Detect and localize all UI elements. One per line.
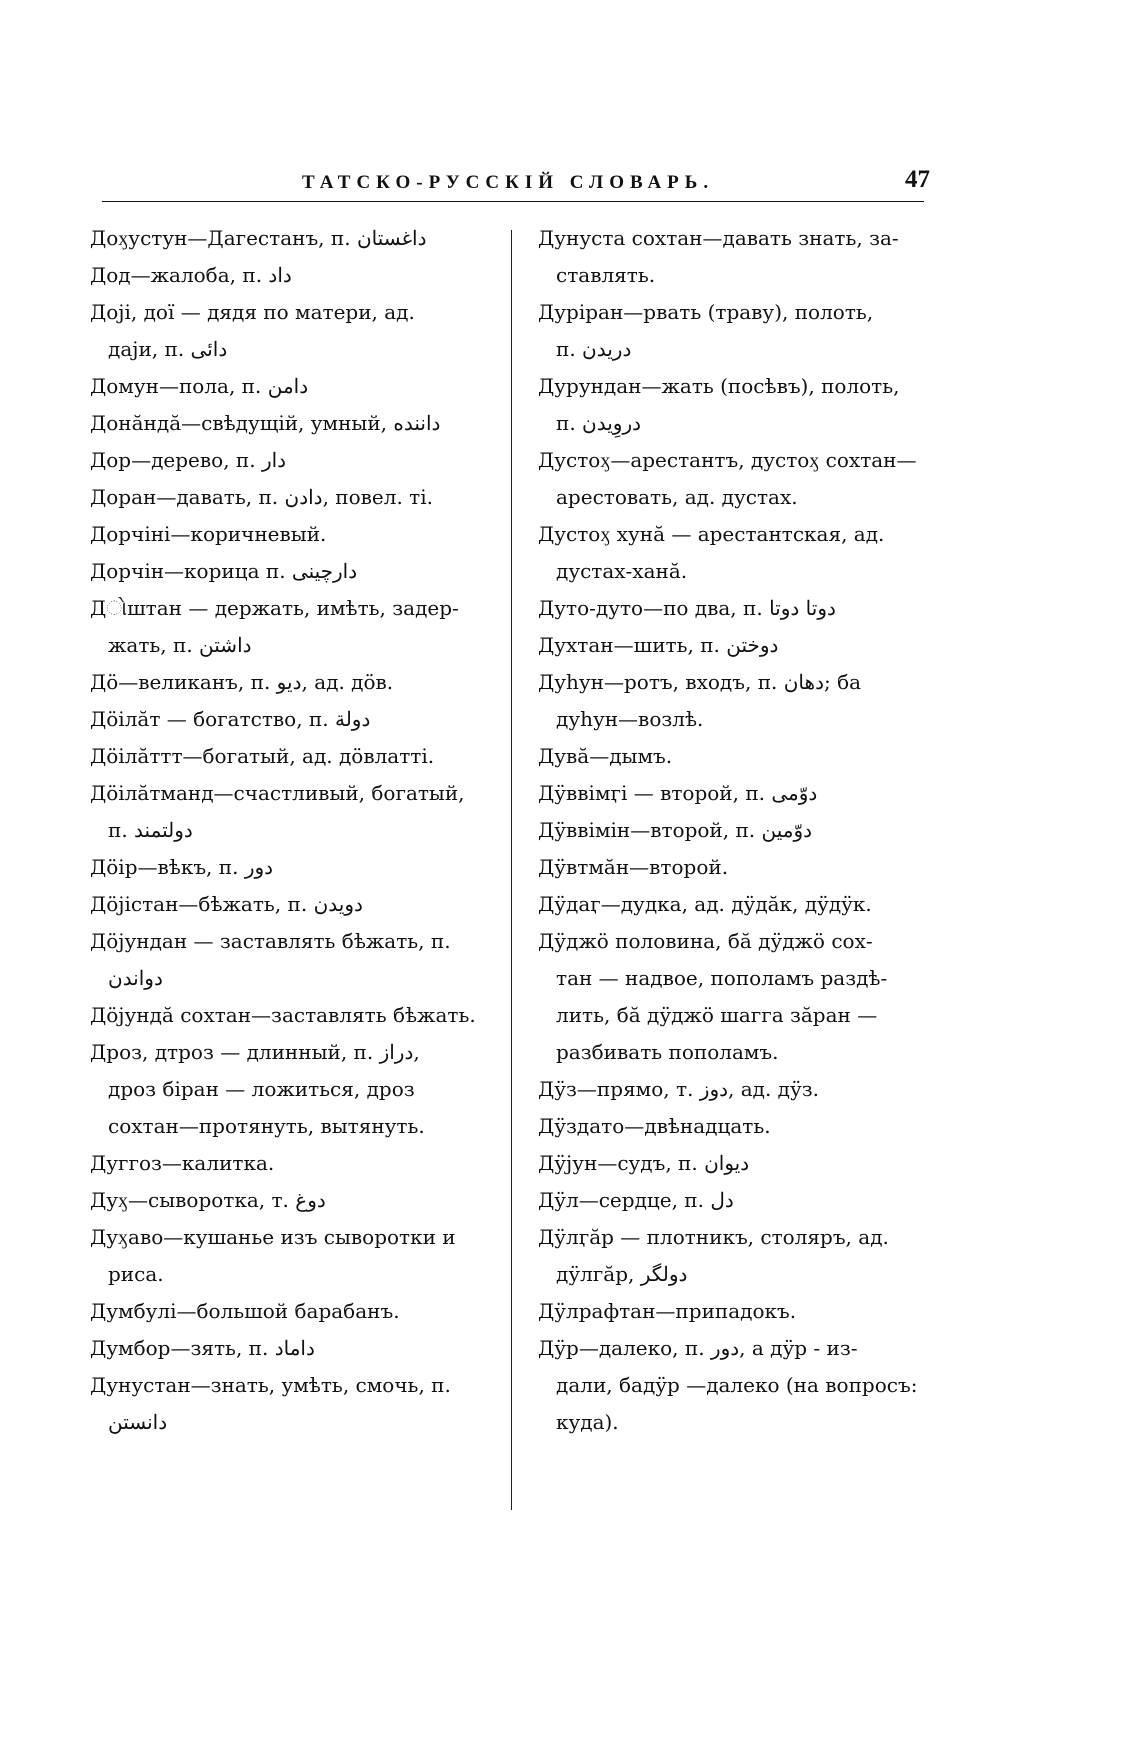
dictionary-entry	[538, 1293, 934, 1330]
entry-line: п. دريدن	[556, 337, 632, 361]
dictionary-entry	[538, 1145, 934, 1182]
right-column	[538, 220, 934, 1441]
entry-line: Дӱдаӷ—дудка, ад. дӱдăк, дӱдӱк.	[538, 892, 872, 916]
entry-line: Дуһун—ротъ, входъ, п. دهان; ба	[538, 670, 862, 694]
entry-line: сохтан—протянуть, вытянуть.	[108, 1114, 425, 1138]
entry-line: Дуто-дуто—по два, п. دوتا دوتا	[538, 596, 836, 620]
dictionary-entry	[90, 997, 486, 1034]
entry-line: п. دولتمند	[108, 818, 193, 842]
header-title: ТАТСКО-РУССКІЙ СЛОВАРЬ.	[302, 172, 715, 193]
entry-line: Дустоӽ хунă — арестантская, ад.	[538, 522, 885, 546]
dictionary-entry	[538, 368, 934, 442]
dictionary-entry	[538, 1108, 934, 1145]
entry-line: дроз біран — ложиться, дроз	[108, 1077, 415, 1101]
dictionary-entry	[90, 849, 486, 886]
entry-line: Доран—давать, п. دادن, повел. ті.	[90, 485, 433, 509]
dictionary-entry	[538, 590, 934, 627]
dictionary-entry	[538, 664, 934, 738]
entry-line: Дунуста сохтан—давать знать, за-	[538, 226, 899, 250]
dictionary-entry	[538, 923, 934, 1034]
entry-line: Дöjундă сохтан—заставлять бѣжать.	[90, 1003, 476, 1027]
dictionary-entry	[538, 294, 934, 368]
entry-line: Дӱджö половина, бă дӱджö сох-	[538, 929, 873, 953]
entry-line: дали, бадӱр —далеко (на вопросъ:	[556, 1373, 918, 1397]
entry-line: Дӱздато—двѣнадцать.	[538, 1114, 771, 1138]
entry-line: Доjі, доï — дядя по матери, ад.	[90, 300, 415, 324]
entry-line: Дöiлăт — богатство, п. دولة	[90, 707, 371, 731]
entry-line: п. دروِيدن	[556, 411, 642, 435]
dictionary-entry	[538, 1071, 934, 1108]
entry-line: Дорчіні—коричневый.	[90, 522, 327, 546]
dictionary-entry	[90, 1293, 486, 1330]
entry-line: лить, бă дӱджö шагга зăран —	[556, 1003, 878, 1027]
dictionary-entry	[90, 368, 486, 405]
dictionary-entry	[90, 1330, 486, 1367]
column-divider	[511, 230, 512, 1510]
entry-line: дӱлгăр, دولگر	[556, 1262, 688, 1286]
dictionary-entry	[90, 1182, 486, 1219]
entry-line: Дуріран—рвать (траву), полоть,	[538, 300, 874, 324]
dictionary-entry	[538, 1182, 934, 1219]
entry-line: Дӱвтмăн—второй.	[538, 855, 729, 879]
entry-line: арестовать, ад. дустах.	[556, 485, 798, 509]
dictionary-entry	[90, 294, 486, 368]
dictionary-entry	[538, 812, 934, 849]
dictionary-entry	[90, 664, 486, 701]
dictionary-entry	[90, 1219, 486, 1293]
entry-line: Дорчін—корица п. دارچینی	[90, 559, 358, 583]
dictionary-entry	[538, 442, 934, 516]
dictionary-entry	[538, 849, 934, 886]
dictionary-entry	[90, 738, 486, 775]
entry-line: риса.	[108, 1262, 164, 1286]
entry-line: Дöjістан—бѣжать, п. دويدن	[90, 892, 363, 916]
entry-line: разбивать пополамъ.	[556, 1040, 779, 1064]
dictionary-entry	[538, 516, 934, 590]
entry-line: Думбулі—большой барабанъ.	[90, 1299, 400, 1323]
entry-line: Дöiлăтманд—счастливый, богатый,	[90, 781, 465, 805]
entry-line: Дроз, дтроз — длинный, п. دراز,	[90, 1040, 420, 1064]
running-header	[102, 166, 930, 208]
entry-line: дустах-ханă.	[556, 559, 688, 583]
entry-line: Дӱл—сердце, п. دل	[538, 1188, 734, 1212]
entry-line: Дöjундан — заставлять бѣжать, п.	[90, 929, 451, 953]
dictionary-entry	[538, 1034, 934, 1071]
entry-line: Дӱлрафтан—припадокъ.	[538, 1299, 797, 1323]
dictionary-entry	[538, 886, 934, 923]
entry-line: دانستن	[108, 1410, 168, 1434]
entry-line: Дунустан—знать, умѣть, смочь, п.	[90, 1373, 451, 1397]
dictionary-entry	[90, 405, 486, 442]
dictionary-entry	[90, 1034, 486, 1145]
entry-line: Дурундан—жать (посѣвъ), полоть,	[538, 374, 900, 398]
entry-line: ставлять.	[556, 263, 656, 287]
dictionary-entry	[538, 1330, 934, 1441]
entry-line: даjи, п. دائى	[108, 337, 228, 361]
dictionary-entry	[90, 590, 486, 664]
dictionary-entry	[90, 701, 486, 738]
dictionary-entry	[90, 1145, 486, 1182]
entry-line: Дӱлӷăр — плотникъ, столяръ, ад.	[538, 1225, 889, 1249]
dictionary-entry	[90, 923, 486, 997]
entry-line: Дોштан — держать, имѣть, задер-	[90, 596, 459, 620]
entry-line: Донăндă—свѣдущій, умный, داننده	[90, 411, 441, 435]
entry-line: Дӱввiмӷі — второй, п. دوّمی	[538, 781, 818, 805]
entry-line: Дуӽ—сыворотка, т. دوغ	[90, 1188, 326, 1212]
dictionary-entry	[90, 775, 486, 849]
dictionary-entry	[90, 1367, 486, 1441]
entry-line: куда).	[556, 1410, 619, 1434]
dictionary-entry	[538, 627, 934, 664]
entry-line: Дор—дерево, п. دار	[90, 448, 287, 472]
entry-line: Дӱjун—судъ, п. ديوان	[538, 1151, 750, 1175]
dictionary-entry	[538, 738, 934, 775]
entry-line: دواندن	[108, 966, 163, 990]
entry-line: тан — надвое, пополамъ раздѣ-	[556, 966, 888, 990]
entry-line: Дуӽаво—кушанье изъ сыворотки и	[90, 1225, 456, 1249]
dictionary-entry	[538, 775, 934, 812]
dictionary-entry	[90, 516, 486, 553]
entry-line: Дöiр—вѣкъ, п. دور	[90, 855, 274, 879]
dictionary-entry	[90, 442, 486, 479]
left-column	[90, 220, 486, 1441]
entry-line: Дӱввiмiн—второй, п. دوّمين	[538, 818, 813, 842]
entry-line: Дö—великанъ, п. دیو, ад. дöв.	[90, 670, 394, 694]
dictionary-entry	[90, 257, 486, 294]
entry-line: жать, п. داشتن	[108, 633, 252, 657]
page-number: 47	[905, 166, 930, 193]
entry-line: Дӱр—далеко, п. دور, а дӱр - из-	[538, 1336, 858, 1360]
header-rule	[102, 201, 924, 202]
entry-line: Дуггоз—калитка.	[90, 1151, 275, 1175]
entry-line: Дувă—дымъ.	[538, 744, 673, 768]
entry-line: Дустоӽ—арестантъ, дустоӽ сохтан—	[538, 448, 917, 472]
entry-line: Дӱз—прямо, т. دوز, ад. дӱз.	[538, 1077, 820, 1101]
dictionary-entry	[538, 1219, 934, 1293]
dictionary-entry	[90, 479, 486, 516]
entry-line: Дöiлăттт—богатый, ад. дöвлатті.	[90, 744, 435, 768]
dictionary-entry	[538, 220, 934, 294]
entry-line: Думбор—зять, п. داماد	[90, 1336, 315, 1360]
entry-line: Домун—пола, п. دامن	[90, 374, 309, 398]
entry-line: Доӽустун—Дагестанъ, п. داغستان	[90, 226, 427, 250]
entry-line: Духтан—шить, п. دوختن	[538, 633, 779, 657]
entry-line: Дод—жалоба, п. داد	[90, 263, 292, 287]
entry-line: дуһун—возлѣ.	[556, 707, 704, 731]
dictionary-entry	[90, 220, 486, 257]
dictionary-entry	[90, 886, 486, 923]
dictionary-entry	[90, 553, 486, 590]
